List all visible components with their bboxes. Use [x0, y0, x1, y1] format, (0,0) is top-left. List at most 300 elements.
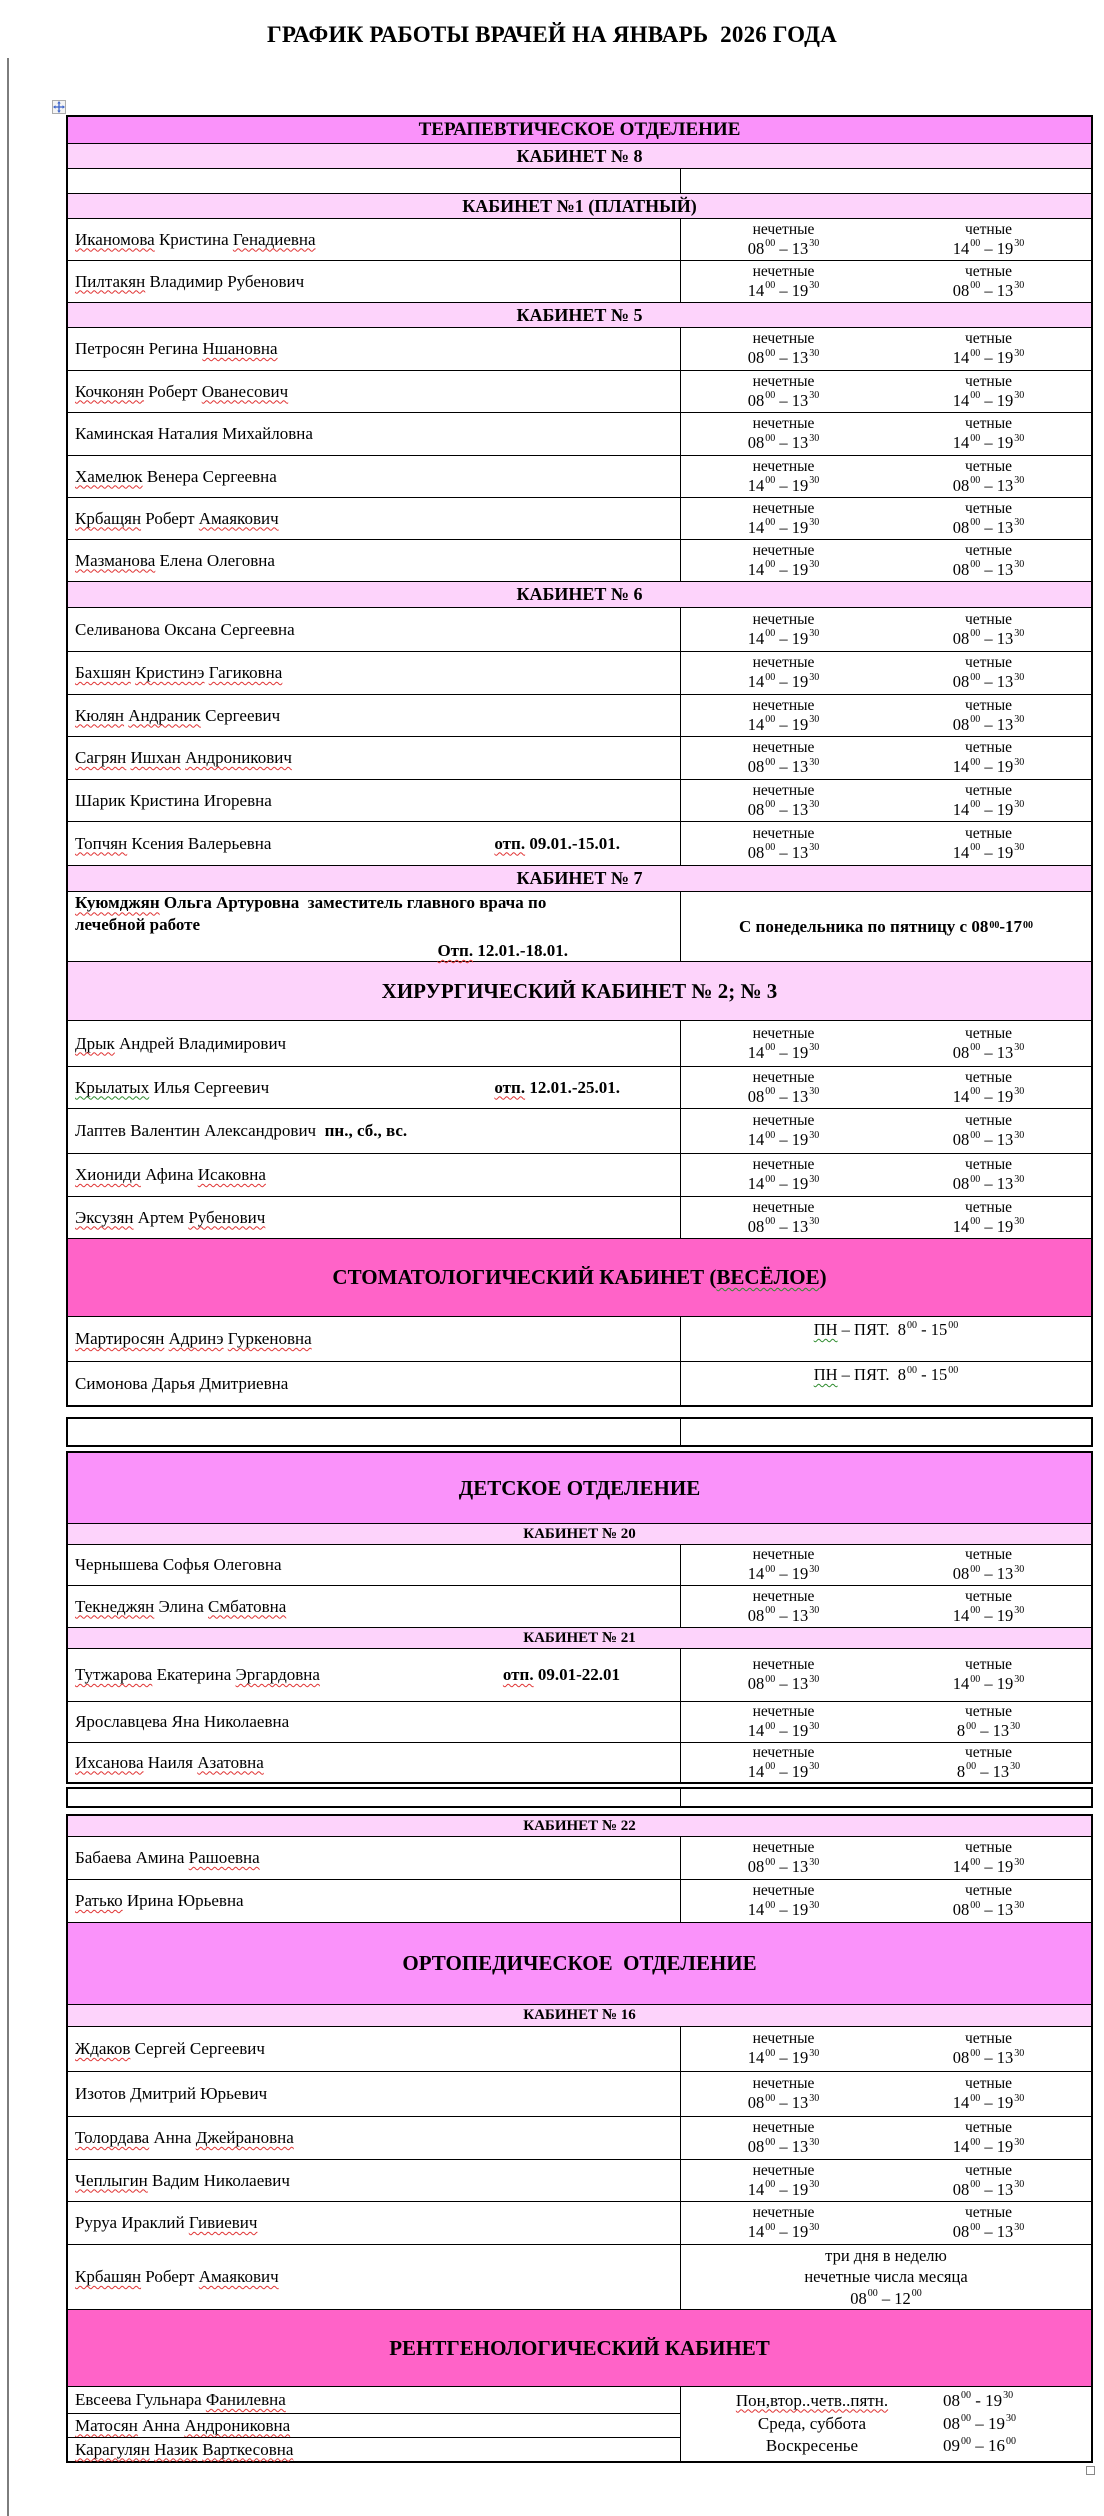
even-schedule — [886, 1837, 1091, 1879]
odd-label: нечетные — [752, 541, 815, 559]
odd-schedule — [681, 652, 886, 694]
even-schedule — [886, 2027, 1091, 2071]
schedule-document — [66, 115, 1093, 2463]
doctor-name: Пилтакян Владимир Рубенович — [75, 271, 305, 291]
even-time: $08^{00} - 13^{30}$ — [952, 1129, 1025, 1150]
section-header-label: ТЕРАПЕВТИЧЕСКОЕ ОТДЕЛЕНИЕ — [418, 119, 741, 140]
doctor-row — [68, 779, 1091, 821]
doctor-row — [68, 1316, 1091, 1361]
odd-label: нечетные — [752, 824, 815, 842]
odd-schedule — [681, 1649, 886, 1701]
doctor-name: Кюлян Андраник Сергеевич — [75, 705, 281, 725]
odd-time: $08^{00} - 13^{30}$ — [747, 756, 820, 777]
odd-label: нечетные — [752, 696, 815, 714]
even-schedule — [886, 608, 1091, 651]
odd-time: $14^{00} - 19^{30}$ — [747, 1042, 820, 1062]
section-header-label: ОРТОПЕДИЧЕСКОЕ ОТДЕЛЕНИЕ — [402, 1951, 757, 1975]
odd-label: нечетные — [752, 610, 815, 628]
odd-label: нечетные — [752, 220, 815, 238]
even-schedule — [886, 1067, 1091, 1108]
even-label: четные — [964, 1839, 1013, 1857]
odd-schedule — [681, 780, 886, 821]
doctor-row — [68, 539, 1091, 581]
even-time: $14^{00} - 19^{30}$ — [952, 1086, 1025, 1106]
odd-schedule — [681, 371, 886, 412]
even-time: $14^{00} - 19^{30}$ — [952, 347, 1025, 368]
even-label: четные — [964, 262, 1013, 280]
odd-label: нечетные — [752, 1703, 815, 1721]
schedule-time: $08^{00} - 19^{30}$ — [943, 2412, 1016, 2433]
schedule-table — [66, 1451, 1093, 1784]
even-schedule — [886, 1154, 1091, 1196]
even-label: четные — [964, 1587, 1013, 1605]
spellcheck-squiggle: Крбашян — [75, 2267, 142, 2286]
cabinet-header-label: КАБИНЕТ № 16 — [523, 2007, 636, 2023]
doctor-name: Крылатых Илья Сергеевич — [75, 1077, 270, 1097]
doctor-name — [75, 2440, 293, 2460]
odd-time: $08^{00} - 13^{30}$ — [747, 842, 820, 862]
schedule-cell — [681, 1545, 1091, 1585]
doctor-name-cell — [68, 1109, 681, 1153]
even-time: $8^{00} - 13^{30}$ — [956, 1761, 1021, 1781]
odd-label: нечетные — [752, 2075, 815, 2093]
spellcheck-squiggle: Гуркеновна — [227, 1329, 312, 1348]
odd-schedule — [681, 498, 886, 539]
even-schedule — [886, 737, 1091, 779]
odd-schedule — [681, 328, 886, 370]
schedule-cell — [681, 371, 1091, 412]
spellcheck-squiggle: Адринэ — [168, 1329, 224, 1348]
spellcheck-squiggle: Матосян — [75, 2415, 138, 2435]
doctor-name-cell — [68, 456, 681, 497]
even-schedule — [886, 413, 1091, 455]
cabinet-header-label: КАБИНЕТ №1 (ПЛАТНЫЙ) — [462, 195, 697, 216]
page-margin-line — [7, 58, 9, 2516]
even-label: четные — [964, 610, 1013, 628]
even-time: $08^{00} - 13^{30}$ — [952, 1899, 1025, 1920]
even-schedule — [886, 1880, 1091, 1922]
schedule-cell — [681, 2202, 1091, 2244]
schedule-time: $08^{00} - 19^{30}$ — [943, 2389, 1014, 2410]
even-schedule — [886, 219, 1091, 260]
odd-label: нечетные — [752, 499, 815, 517]
odd-schedule — [681, 2072, 886, 2116]
odd-time: $08^{00} - 13^{30}$ — [747, 1086, 820, 1106]
spellcheck-squiggle: Чеплыгин — [75, 2170, 148, 2190]
even-time: $08^{00} - 13^{30}$ — [952, 1173, 1025, 1194]
even-schedule — [886, 1586, 1091, 1627]
doctor-name: Руруа Ираклий Гивиевич — [75, 2213, 258, 2232]
even-time: $08^{00} - 13^{30}$ — [952, 1042, 1025, 1062]
doctor-name-cell — [68, 822, 681, 865]
section-header-label: ХИРУРГИЧЕСКИЙ КАБИНЕТ № 2; № 3 — [381, 978, 778, 1003]
even-time: $08^{00} - 13^{30}$ — [952, 714, 1025, 734]
even-time: $14^{00} - 19^{30}$ — [952, 1605, 1025, 1625]
spellcheck-squiggle: Кристинэ — [135, 663, 205, 682]
schedule-cell — [681, 2117, 1091, 2159]
doctor-name: Крбашян Роберт Амаякович — [75, 2267, 279, 2286]
even-schedule — [886, 540, 1091, 581]
empty-schedule-cell — [681, 169, 1091, 193]
doctor-name: Лаптев Валентин Александрович — [75, 1121, 317, 1140]
doctor-name: Симонова Дарья Дмитриевна — [75, 1373, 289, 1393]
odd-schedule — [681, 2202, 886, 2244]
schedule-cell — [681, 695, 1091, 736]
schedule-cell — [681, 780, 1091, 821]
odd-schedule — [681, 456, 886, 497]
schedule-cell — [681, 1702, 1091, 1742]
odd-label: нечетные — [752, 739, 815, 757]
vacation-note: Отп. 12.01.-18.01. — [437, 940, 568, 960]
odd-schedule — [681, 1021, 886, 1066]
vacation-note: отп. 09.01.-15.01. — [494, 833, 620, 853]
spellcheck-squiggle: Варткесовна — [202, 2439, 294, 2459]
doctor-name-cell — [68, 2245, 681, 2309]
doctor-name — [75, 1329, 312, 1349]
doctor-name-cell — [68, 892, 681, 961]
spellcheck-squiggle: Карагулян — [75, 2439, 150, 2459]
even-time: $08^{00} - 13^{30}$ — [952, 280, 1025, 300]
schedule-cell — [681, 1880, 1091, 1922]
spellcheck-squiggle: Ждаков — [75, 2039, 131, 2058]
odd-time: $14^{00} - 19^{30}$ — [747, 280, 820, 300]
schedule-cell — [681, 608, 1091, 651]
doctor-name-cell — [68, 652, 681, 694]
even-schedule — [886, 328, 1091, 370]
even-schedule — [886, 1021, 1091, 1066]
odd-schedule — [681, 822, 886, 865]
section-header-label: РЕНТГЕНОЛОГИЧЕСКИЙ КАБИНЕТ — [389, 2335, 770, 2360]
cabinet-header — [68, 2004, 1091, 2026]
schedule-line — [681, 2413, 1091, 2436]
odd-schedule — [681, 737, 886, 779]
odd-schedule — [681, 1743, 886, 1782]
schedule-cell — [681, 2245, 1091, 2309]
doctor-row — [68, 1361, 1091, 1405]
doctor-name-cell — [68, 2202, 681, 2244]
doctor-name: Чеплыгин Вадим Николаевич — [75, 2170, 290, 2190]
odd-schedule — [681, 695, 886, 736]
odd-label: нечетные — [752, 2204, 815, 2222]
doctor-row — [68, 1585, 1091, 1627]
even-label: четные — [964, 220, 1013, 238]
odd-time: $14^{00} - 19^{30}$ — [747, 517, 820, 537]
spellcheck-squiggle: Крылатых — [75, 1077, 150, 1097]
doctor-name: Чернышева Софья Олеговна — [75, 1555, 282, 1574]
doctor-name: Толордава Анна Джейрановна — [75, 2128, 294, 2147]
schedule-line — [681, 2390, 1091, 2413]
spellcheck-squiggle: Сагрян — [75, 748, 127, 767]
doctor-name-cell — [68, 2117, 681, 2159]
doctor-name-cell — [68, 1362, 681, 1405]
odd-time: $14^{00} - 19^{30}$ — [747, 2047, 820, 2068]
odd-time: $08^{00} - 13^{30}$ — [747, 347, 820, 368]
odd-time: $08^{00} - 13^{30}$ — [747, 390, 820, 410]
spellcheck-squiggle: Андраник — [128, 705, 201, 725]
doctor-row — [68, 2026, 1091, 2071]
doctor-name: Хамелюк Венера Сергеевна — [75, 466, 277, 486]
even-time: $14^{00} - 19^{30}$ — [952, 799, 1025, 819]
spellcheck-squiggle: Толордава — [75, 2128, 150, 2147]
even-label: четные — [964, 2119, 1013, 2137]
doctor-row — [68, 218, 1091, 260]
doctor-name: Ихсанова Наиля Азатовна — [75, 1752, 264, 1772]
schedule-time: $09^{00} - 16^{00}$ — [943, 2435, 1016, 2456]
even-label: четные — [964, 330, 1013, 348]
doctor-name: Текнеджян Элина Смбатовна — [75, 1596, 287, 1616]
odd-schedule — [681, 2117, 886, 2159]
doctor-row — [68, 2201, 1091, 2244]
odd-time: $14^{00} - 19^{30}$ — [747, 628, 820, 648]
doctor-row — [68, 2071, 1091, 2116]
odd-label: нечетные — [752, 262, 815, 280]
schedule-cell — [681, 1067, 1091, 1108]
doctor-row — [68, 412, 1091, 455]
empty-row — [68, 1789, 1091, 1806]
vacation-note: отп. 12.01.-25.01. — [494, 1077, 620, 1097]
doctor-name: Ратько Ирина Юрьевна — [75, 1891, 244, 1910]
cabinet-header-label: КАБИНЕТ № 7 — [516, 868, 643, 888]
spellcheck-squiggle: Мартиросян — [75, 1329, 165, 1348]
odd-label: нечетные — [752, 654, 815, 672]
section-header — [68, 117, 1091, 143]
spellcheck-squiggle: Азатовна — [197, 1752, 264, 1772]
odd-schedule — [681, 2027, 886, 2071]
doctor-name-cell — [68, 2437, 680, 2461]
schedule-cell: С понедельника по пятницу с 08 $^{00}$ -17 $^{00}$ — [739, 916, 1033, 936]
even-time: $08^{00} - 13^{30}$ — [952, 2179, 1025, 2199]
table-resize-handle[interactable] — [1086, 2466, 1095, 2475]
table-move-handle-icon[interactable] — [52, 100, 66, 114]
odd-label: нечетные — [752, 1656, 815, 1674]
cabinet-header — [68, 143, 1091, 168]
odd-time: $08^{00} - 13^{30}$ — [747, 799, 820, 819]
spellcheck-squiggle: Смбатовна — [208, 1596, 287, 1616]
empty-schedule-cell — [681, 1419, 1091, 1445]
even-schedule — [886, 2202, 1091, 2244]
spellcheck-squiggle: ПН — [813, 1365, 838, 1384]
empty-name-cell — [68, 169, 681, 193]
doctor-name-cell — [68, 1067, 681, 1108]
doctor-name: Хиониди Афина Исаковна — [75, 1165, 266, 1184]
odd-schedule — [681, 1702, 886, 1742]
spellcheck-squiggle: Ованесович — [201, 381, 289, 401]
even-schedule — [886, 1702, 1091, 1742]
doctor-row — [68, 651, 1091, 694]
empty-name-cell — [68, 1789, 681, 1806]
even-time: $14^{00} - 19^{30}$ — [952, 2092, 1025, 2113]
doctor-name: Кочконян Роберт Ованесович — [75, 381, 289, 401]
cabinet-header — [68, 1627, 1091, 1648]
doctor-row — [68, 1701, 1091, 1742]
odd-time: $08^{00} - 13^{30}$ — [747, 1605, 820, 1625]
even-time: $8^{00} - 13^{30}$ — [956, 1720, 1021, 1741]
spellcheck-squiggle: Крбащян — [75, 508, 142, 528]
spellcheck-squiggle: ВЕСЁЛОЕ — [716, 1265, 820, 1289]
schedule-cell — [681, 1649, 1091, 1701]
even-label: четные — [964, 1656, 1013, 1674]
spellcheck-squiggle: Джейрановна — [195, 2128, 294, 2147]
doctor-name: Мазманова Елена Олеговна — [75, 550, 275, 570]
doctor-name-cell — [68, 2413, 680, 2437]
odd-schedule — [681, 1880, 886, 1922]
even-time: $08^{00} - 13^{30}$ — [952, 671, 1025, 692]
odd-label: нечетные — [752, 372, 815, 390]
spellcheck-squiggle: Ихсанова — [75, 1752, 144, 1772]
doctor-name-cell — [68, 2027, 681, 2071]
spellcheck-squiggle: Дрык — [75, 1033, 115, 1053]
schedule-cell — [681, 1837, 1091, 1879]
schedule-table — [66, 115, 1093, 1407]
doctor-name — [75, 748, 292, 768]
even-time: $14^{00} - 19^{30}$ — [952, 432, 1025, 453]
spellcheck-squiggle: Хамелюк — [75, 466, 143, 486]
even-schedule — [886, 1545, 1091, 1585]
schedule-line: три дня в неделю — [825, 2245, 947, 2265]
doctor-name: Петросян Регина Ншановна — [75, 339, 278, 358]
vacation-note: отп. 09.01-22.01 — [502, 1665, 620, 1684]
even-label: четные — [964, 457, 1013, 475]
odd-time: $08^{00} - 13^{30}$ — [747, 1216, 820, 1236]
doctor-row — [68, 260, 1091, 302]
doctor-name: Тутжарова Екатерина Эргардовна — [75, 1665, 320, 1684]
doctor-name-cell — [68, 1837, 681, 1879]
odd-label: нечетные — [752, 415, 815, 433]
spellcheck-squiggle: ПН — [813, 1320, 838, 1339]
schedule-cell — [681, 822, 1091, 865]
even-label: четные — [964, 1743, 1013, 1761]
odd-label: нечетные — [752, 1024, 815, 1042]
doctor-row — [68, 1742, 1091, 1782]
schedule-cell — [681, 2072, 1091, 2116]
even-label: четные — [964, 654, 1013, 672]
cabinet-header — [68, 865, 1091, 891]
odd-time: $14^{00} - 19^{30}$ — [747, 559, 820, 579]
spellcheck-squiggle: Рашоевна — [188, 1848, 260, 1867]
odd-time: $14^{00} - 19^{30}$ — [747, 1720, 820, 1741]
doctor-name-cell — [68, 1743, 681, 1782]
doctor-name: Дрык Андрей Владимирович — [75, 1033, 287, 1053]
odd-time: $14^{00} - 19^{30}$ — [747, 1173, 820, 1194]
even-time: $08^{00} - 13^{30}$ — [952, 2047, 1025, 2068]
doctor-name-cell — [68, 1317, 681, 1361]
doctor-row — [68, 1879, 1091, 1922]
schedule-cell — [681, 1109, 1091, 1153]
odd-schedule — [681, 413, 886, 455]
doctor-name-cell — [68, 2387, 680, 2413]
even-time: $08^{00} - 13^{30}$ — [952, 517, 1025, 537]
cabinet-header-label: КАБИНЕТ № 8 — [516, 145, 643, 166]
doctor-row — [68, 370, 1091, 412]
schedule-cell — [681, 1154, 1091, 1196]
doctor-row — [68, 736, 1091, 779]
even-label: четные — [964, 1024, 1013, 1042]
spellcheck-squiggle: Рубенович — [188, 1207, 266, 1227]
odd-time: $14^{00} - 19^{30}$ — [747, 671, 820, 692]
doctor-name: Шарик Кристина Игоревна — [75, 790, 272, 810]
spellcheck-squiggle: Кочконян — [75, 381, 145, 401]
spellcheck-squiggle: Амаякович — [198, 508, 279, 528]
odd-label: нечетные — [752, 1743, 815, 1761]
odd-time: $14^{00} - 19^{30}$ — [747, 1899, 820, 1920]
spellcheck-squiggle: Гивиевич — [188, 2213, 258, 2232]
odd-label: нечетные — [752, 1198, 815, 1216]
doctor-name — [75, 663, 282, 683]
even-schedule — [886, 1743, 1091, 1782]
cabinet-header-label: КАБИНЕТ № 20 — [523, 1525, 636, 1542]
spellcheck-squiggle: Генадиевна — [232, 229, 316, 249]
doctor-name-cell — [68, 780, 681, 821]
spellcheck-squiggle: Куюмджян — [75, 893, 160, 913]
doctor-row — [68, 497, 1091, 539]
schedule-cell — [681, 652, 1091, 694]
doctor-name-cell — [68, 2160, 681, 2201]
doctor-row — [68, 607, 1091, 651]
doctor-row — [68, 1544, 1091, 1585]
even-time: $14^{00} - 19^{30}$ — [952, 238, 1025, 258]
section-header — [68, 961, 1091, 1020]
even-label: четные — [964, 739, 1013, 757]
cabinet-header-label: КАБИНЕТ № 6 — [516, 584, 643, 604]
odd-label: нечетные — [752, 1839, 815, 1857]
spellcheck-squiggle: Мазманова — [75, 550, 156, 570]
odd-schedule — [681, 540, 886, 581]
even-time: $08^{00} - 13^{30}$ — [952, 475, 1025, 495]
page-title: ГРАФИК РАБОТЫ ВРАЧЕЙ НА ЯНВАРЬ 2026 ГОДА — [267, 22, 837, 47]
even-schedule — [886, 780, 1091, 821]
doctor-name: Матосян Анна Андрониковна — [75, 2415, 291, 2435]
even-time: $08^{00} - 13^{30}$ — [952, 628, 1025, 648]
odd-schedule — [681, 261, 886, 302]
schedule-line: $08^{00} - 12^{00}$ — [850, 2288, 922, 2308]
even-time: $14^{00} - 19^{30}$ — [952, 2136, 1025, 2157]
doctor-row — [68, 1020, 1091, 1066]
odd-schedule — [681, 1154, 886, 1196]
even-label: четные — [964, 499, 1013, 517]
spellcheck-squiggle: Бахшян — [75, 663, 131, 682]
doctor-name: Ярославцева Яна Николаевна — [75, 1712, 290, 1731]
odd-label: нечетные — [752, 1068, 815, 1086]
doctor-row — [68, 1648, 1091, 1701]
doctor-name: Бабаева Амина Рашоевна — [75, 1848, 260, 1867]
odd-time: $14^{00} - 19^{30}$ — [747, 1761, 820, 1781]
schedule-table — [66, 1787, 1093, 1808]
schedule-days-label: Среда, суббота — [757, 2413, 867, 2433]
spellcheck-squiggle: Пон,втор..четв..пятн. — [735, 2390, 889, 2410]
schedule-line — [681, 2435, 1091, 2458]
schedule-cell — [681, 1197, 1091, 1238]
even-schedule — [886, 822, 1091, 865]
schedule-cell: ПН – ПЯТ. $8^{00} - 15^{00}$ — [813, 1319, 959, 1339]
even-schedule — [886, 2117, 1091, 2159]
schedule-cell — [681, 2027, 1091, 2071]
doctor-name-cell — [68, 1197, 681, 1238]
spellcheck-squiggle: отп. — [494, 1077, 526, 1097]
odd-label: нечетные — [752, 2119, 815, 2137]
even-label: четные — [964, 415, 1013, 433]
four-arrows-icon — [53, 101, 65, 113]
doctor-name: Евсеева Гульнара Фанилевна — [75, 2390, 286, 2409]
even-label: четные — [964, 1882, 1013, 1900]
even-schedule — [886, 371, 1091, 412]
odd-label: нечетные — [752, 330, 815, 348]
spellcheck-squiggle: Исаковна — [197, 1165, 266, 1184]
odd-time: $08^{00} - 13^{30}$ — [747, 1856, 820, 1877]
schedule-cell — [681, 2160, 1091, 2201]
doctor-name-cell — [68, 371, 681, 412]
even-schedule — [886, 1197, 1091, 1238]
working-days-note: пн., сб., вс. — [316, 1121, 408, 1140]
